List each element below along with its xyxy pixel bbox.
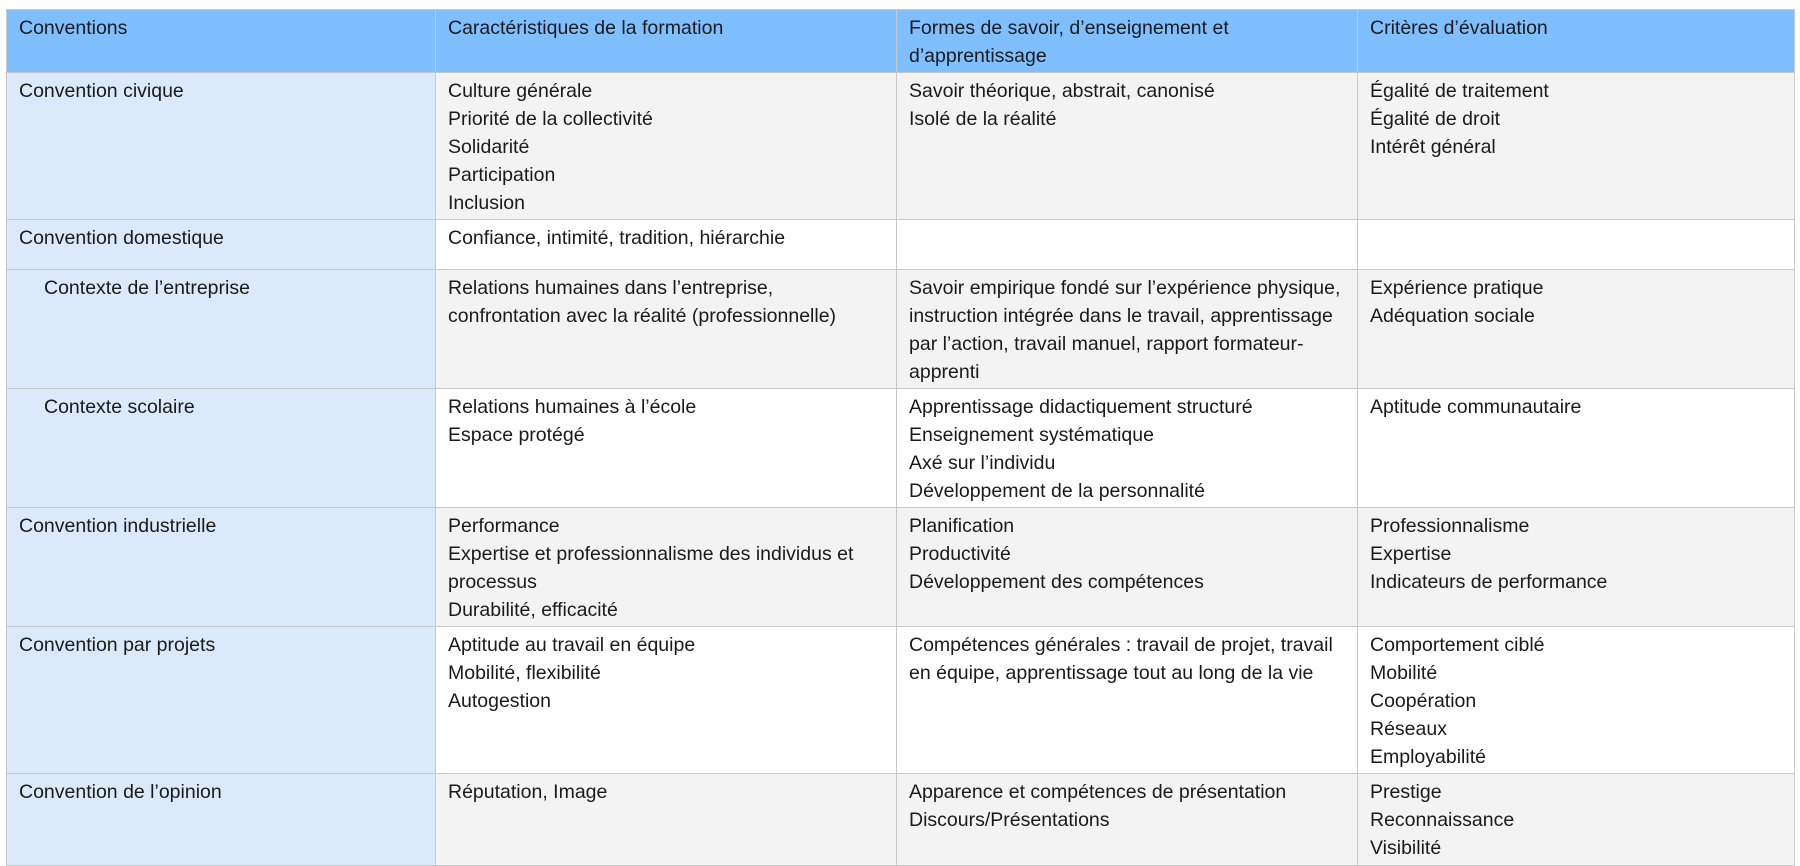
list-item: Solidarité [448, 136, 530, 158]
list-item: Participation [448, 164, 556, 186]
row-convention-cell [7, 627, 436, 774]
criteres-cell [1358, 220, 1795, 270]
row-convention-cell [7, 270, 436, 389]
caracteristiques-cell [436, 270, 897, 389]
formes-cell [897, 627, 1358, 774]
row-convention-cell [7, 389, 436, 508]
caracteristiques-cell [436, 508, 897, 627]
header-row [7, 10, 1795, 73]
list-item: Inclusion [448, 192, 525, 214]
list-item: Compétences générales : travail de projet, travail en équipe, apprentissage tout au long de la vie [909, 634, 1333, 684]
list-item: Employabilité [1370, 746, 1486, 768]
list-item: Axé sur l’individu [909, 452, 1056, 474]
list-item: Isolé de la réalité [909, 108, 1057, 130]
list-item: Mobilité, flexibilité [448, 662, 601, 684]
table-row [7, 73, 1795, 220]
list-item: Intérêt général [1370, 136, 1496, 158]
formes-cell [897, 774, 1358, 866]
list-item: Réputation, Image [448, 781, 608, 803]
list-item: Expertise [1370, 543, 1452, 565]
criteres-cell [1358, 270, 1795, 389]
conventions-table [6, 9, 1795, 866]
formes-cell [897, 389, 1358, 508]
list-item: Professionnalisme [1370, 515, 1530, 537]
formes-cell [897, 220, 1358, 270]
list-item: Indicateurs de performance [1370, 571, 1608, 593]
criteres-cell [1358, 389, 1795, 508]
caracteristiques-cell [436, 389, 897, 508]
criteres-cell [1358, 73, 1795, 220]
criteres-cell [1358, 774, 1795, 866]
table-row [7, 627, 1795, 774]
list-item: Discours/Présentations [909, 809, 1110, 831]
row-convention-cell [7, 220, 436, 270]
row-convention-label: Convention par projets [19, 634, 216, 656]
list-item: Durabilité, efficacité [448, 599, 618, 621]
list-item: Aptitude au travail en équipe [448, 634, 696, 656]
row-convention-cell [7, 508, 436, 627]
table-body [7, 73, 1795, 866]
list-item: Priorité de la collectivité [448, 108, 653, 130]
list-item: Aptitude communautaire [1370, 396, 1582, 418]
row-convention-label: Contexte de l’entreprise [44, 277, 250, 299]
header-criteres: Critères d’évaluation [1358, 10, 1795, 73]
list-item: Espace protégé [448, 424, 585, 446]
row-convention-label: Convention domestique [19, 227, 224, 249]
formes-cell [897, 508, 1358, 627]
caracteristiques-cell [436, 774, 897, 866]
conventions-table-wrapper [6, 9, 1794, 866]
list-item: Confiance, intimité, tradition, hiérarchie [448, 227, 786, 249]
row-convention-cell [7, 774, 436, 866]
list-item: Culture générale [448, 80, 593, 102]
list-item: Relations humaines dans l’entreprise, confrontation avec la réalité (professionnelle) [448, 277, 837, 327]
list-item: Performance [448, 515, 560, 537]
formes-cell [897, 270, 1358, 389]
header-formes: Formes de savoir, d’enseignement et d’apprentissage [897, 10, 1358, 73]
formes-cell [897, 73, 1358, 220]
table-row [7, 270, 1795, 389]
list-item: Savoir théorique, abstrait, canonisé [909, 80, 1215, 102]
list-item: Égalité de traitement [1370, 80, 1549, 102]
list-item: Savoir empirique fondé sur l’expérience physique, instruction intégrée dans le travail, apprentissage par l’action, travail manuel, rapport formateur-apprenti [909, 277, 1341, 383]
list-item: Développement de la personnalité [909, 480, 1205, 502]
list-item: Développement des compétences [909, 571, 1204, 593]
list-item: Reconnaissance [1370, 809, 1515, 831]
list-item: Planification [909, 515, 1015, 537]
row-convention-label: Convention de l’opinion [19, 781, 222, 803]
list-item: Prestige [1370, 781, 1442, 803]
header-conventions: Conventions [7, 10, 436, 73]
list-item: Comportement ciblé [1370, 634, 1545, 656]
list-item: Coopération [1370, 690, 1477, 712]
list-item: Relations humaines à l’école [448, 396, 697, 418]
caracteristiques-cell [436, 73, 897, 220]
table-row [7, 508, 1795, 627]
row-convention-label: Convention civique [19, 80, 184, 102]
list-item: Réseaux [1370, 718, 1447, 740]
table-row [7, 220, 1795, 270]
row-convention-label: Convention industrielle [19, 515, 217, 537]
list-item: Apprentissage didactiquement structuré [909, 396, 1253, 418]
row-convention-label: Contexte scolaire [44, 396, 195, 418]
list-item: Visibilité [1370, 837, 1442, 859]
caracteristiques-cell [436, 627, 897, 774]
table-row [7, 774, 1795, 866]
table-header [7, 10, 1795, 73]
table-row [7, 389, 1795, 508]
header-caracteristiques: Caractéristiques de la formation [436, 10, 897, 73]
list-item: Productivité [909, 543, 1011, 565]
list-item: Autogestion [448, 690, 551, 712]
row-convention-cell [7, 73, 436, 220]
list-item: Adéquation sociale [1370, 305, 1535, 327]
list-item: Expérience pratique [1370, 277, 1544, 299]
list-item: Égalité de droit [1370, 108, 1501, 130]
list-item: Enseignement systématique [909, 424, 1154, 446]
list-item: Expertise et professionnalisme des individus et processus [448, 543, 854, 593]
criteres-cell [1358, 627, 1795, 774]
list-item: Mobilité [1370, 662, 1438, 684]
criteres-cell [1358, 508, 1795, 627]
list-item: Apparence et compétences de présentation [909, 781, 1287, 803]
caracteristiques-cell [436, 220, 897, 270]
